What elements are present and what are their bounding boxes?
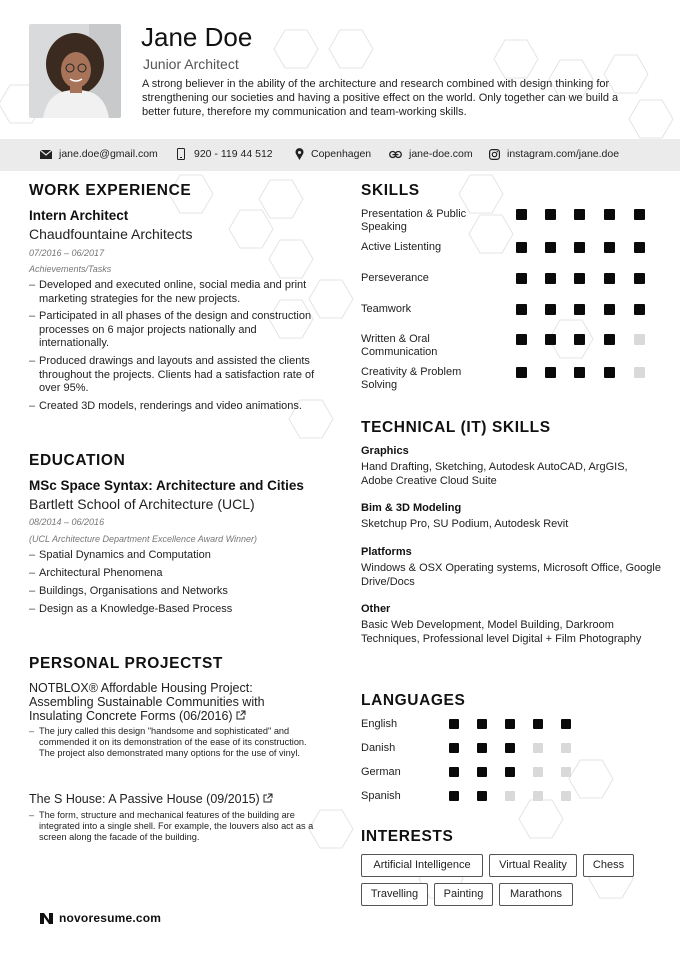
profile-photo [29,24,121,118]
link-icon [389,150,402,159]
language-rating-dot [477,743,487,753]
tech-group-value: Basic Web Development, Model Building, Darkroom Techniques, Professional level Digital + Film Photography [361,619,642,645]
project-description: – The form, structure and mechanical features of the building are integrated into a single shell. For example, the louvers also act as a screen along the facade of the building. [29,810,325,842]
project-description: – The jury called this design "handsome and sophisticated" and commended it on its demonstration of the ease of its construction. The project also demonstrated many options for the use of vinyl. [29,726,323,758]
list-item: – Design as a Knowledge-Based Process [29,603,325,617]
contact-phone[interactable] [177,148,273,160]
skill-rating-dot [604,304,615,315]
brand-text: novoresume.com [59,911,162,925]
tech-group-name: Bim & 3D Modeling [361,502,462,514]
skill-rating-dot [604,367,615,378]
skill-rating-dot [604,334,615,345]
skill-rating-dot [634,304,645,315]
work-bullets [29,279,325,417]
work-experience-heading: WORK EXPERIENCE [29,182,192,199]
tech-group-name: Graphics [361,445,409,457]
interest-tag: Travelling [361,883,428,906]
skill-label: Teamwork [361,303,412,315]
phone-icon [177,148,185,160]
tech-group [361,603,661,646]
tech-group [361,445,661,488]
skill-rating-dot [545,273,556,284]
school-name: Bartlett School of Architecture (UCL) [29,496,255,512]
location-pin-icon [295,148,304,160]
skill-label: Creativity & Problem Solving [361,366,462,391]
language-rating-dot [561,719,571,729]
interest-tag: Artificial Intelligence [361,854,483,877]
contact-location [295,148,371,160]
language-rating-dot [561,743,571,753]
list-item: – Buildings, Organisations and Networks [29,585,325,599]
language-rating-dot [561,791,571,801]
language-rating-dot [533,743,543,753]
language-label: German [361,766,401,778]
skill-rating-dot [574,367,585,378]
education-heading: EDUCATION [29,452,126,469]
interest-tag: Chess [583,854,634,877]
skill-rating-dot [604,273,615,284]
language-label: English [361,718,398,730]
summary-text: A strong believer in the ability of the architecture and research combined with design thinking for strengthening our societies and having a positive effect on the world. Only together can we build a better future, therefore my communication and team-working skills. [142,78,619,118]
instagram-icon [489,149,500,160]
external-link-icon[interactable] [236,710,246,720]
skill-label: Written & Oral Communication [361,333,438,358]
skill-rating-dot [574,209,585,220]
achievements-label: Achievements/Tasks [29,264,112,274]
language-label: Spanish [361,790,401,802]
location-text: Copenhagen [311,148,372,160]
email-icon [40,150,52,159]
skills-heading: SKILLS [361,182,420,199]
language-rating-dot [505,743,515,753]
language-rating-dot [477,791,487,801]
language-rating-dot [449,767,459,777]
list-item: – Participated in all phases of the design and construction processes on 6 major projects nationally and internationally. [29,310,325,351]
skill-rating-dot [574,242,585,253]
job-title: Intern Architect [29,208,129,223]
list-item: – Spatial Dynamics and Computation [29,549,325,563]
website-text: jane-doe.com [409,148,473,160]
phone-text: 920 - 119 44 512 [194,148,273,160]
list-item: – Architectural Phenomena [29,567,325,581]
tech-group [361,502,661,531]
skill-rating-dot [516,273,527,284]
skill-rating-dot [516,242,527,253]
language-rating-dot [533,791,543,801]
skill-rating-dot [604,242,615,253]
language-rating-dot [449,791,459,801]
language-rating-dot [449,719,459,729]
tech-group-value: Sketchup Pro, SU Podium, Autodesk Revit [361,518,569,530]
skill-rating-dot [516,334,527,345]
contact-bar [0,139,680,171]
skill-label: Perseverance [361,272,429,284]
skill-rating-dot [545,367,556,378]
tech-group-value: Windows & OSX Operating systems, Microsoft Office, Google Drive/Docs [361,562,661,588]
projects-heading: PERSONAL PROJECTST [29,655,223,672]
company-name: Chaudfountaine Architects [29,226,193,242]
degree-title: MSc Space Syntax: Architecture and Cities [29,478,304,493]
skill-rating-dot [574,304,585,315]
candidate-role: Junior Architect [143,56,239,72]
language-rating-dot [477,719,487,729]
external-link-icon[interactable] [263,793,273,803]
interests-heading: INTERESTS [361,828,454,845]
tech-group-name: Platforms [361,546,412,558]
skill-rating-dot [545,304,556,315]
skill-rating-dot [545,209,556,220]
candidate-name: Jane Doe [141,22,253,52]
project-title[interactable]: NOTBLOX® Affordable Housing Project: Assembling Sustainable Communities with Insulating Concrete Forms (06/2016) [29,681,265,723]
interest-tag: Painting [434,883,493,906]
instagram-text: instagram.com/jane.doe [507,148,620,160]
interest-tag: Virtual Reality [489,854,577,877]
language-rating-dot [505,767,515,777]
tech-group-name: Other [361,603,391,615]
skill-rating-dot [634,273,645,284]
technical-skills-heading: TECHNICAL (IT) SKILLS [361,419,551,436]
skill-rating-dot [516,209,527,220]
education-award: (UCL Architecture Department Excellence Award Winner) [29,534,258,544]
novoresume-logo[interactable] [39,911,161,925]
language-rating-dot [477,767,487,777]
language-rating-dot [561,767,571,777]
language-rating-dot [533,767,543,777]
language-rating-dot [533,719,543,729]
interest-tag: Marathons [499,883,573,906]
skill-label: Active Listenting [361,241,442,253]
skill-label: Presentation & Public Speaking [361,208,467,233]
contact-website[interactable] [389,148,473,160]
language-rating-dot [505,719,515,729]
language-rating-dot [505,791,515,801]
skill-rating-dot [574,334,585,345]
language-label: Danish [361,742,396,754]
tech-group-value: Hand Drafting, Sketching, Autodesk AutoCAD, ArgGIS, Adobe Creative Cloud Suite [361,461,628,487]
skill-rating-dot [545,242,556,253]
education-bullets [29,549,325,621]
project-item [29,792,325,846]
languages-heading: LANGUAGES [361,692,466,709]
tech-group [361,546,661,589]
contact-email[interactable] [40,148,158,160]
contact-instagram[interactable] [489,148,619,160]
project-title[interactable]: The S House: A Passive House (09/2015) [29,792,325,806]
novoresume-logo-icon [39,912,54,925]
skill-rating-dot [634,209,645,220]
skill-rating-dot [604,209,615,220]
project-item [29,681,319,762]
language-rating-dot [449,743,459,753]
list-item: – Developed and executed online, social media and print marketing strategies for the new projects. [29,279,325,306]
skill-rating-dot [634,367,645,378]
education-dates: 08/2014 – 06/2016 [29,517,105,527]
job-dates: 07/2016 – 06/2017 [29,248,105,258]
email-text: jane.doe@gmail.com [59,148,158,160]
list-item: – Created 3D models, renderings and video animations. [29,400,325,414]
skill-rating-dot [516,304,527,315]
skill-rating-dot [634,334,645,345]
skill-rating-dot [516,367,527,378]
list-item: – Produced drawings and layouts and assisted the clients throughout the projects. Clients had a satisfaction rate of over 95%. [29,355,325,396]
skill-rating-dot [634,242,645,253]
skill-rating-dot [545,334,556,345]
skill-rating-dot [574,273,585,284]
